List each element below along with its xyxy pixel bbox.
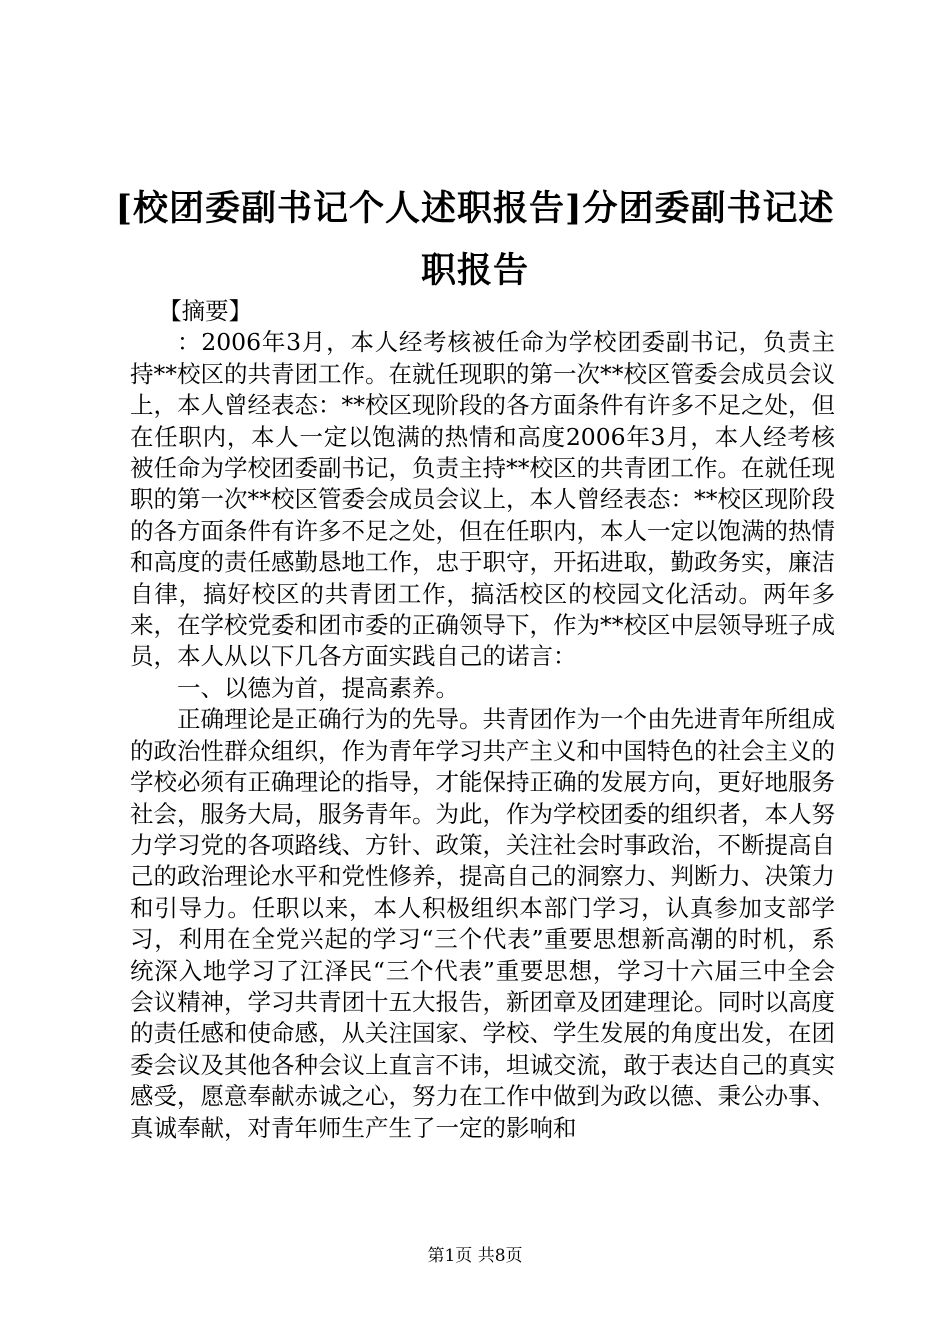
abstract-label: 【摘要】 [158, 297, 253, 325]
section-heading: 一、以德为首，提高素养。 [177, 673, 459, 702]
document-title: [校团委副书记个人述职报告]分团委副书记述职报告 [115, 188, 835, 291]
paragraph-abstract: ：2006年3月，本人经考核被任命为学校团委副书记，负责主持**校区的共青团工作。在就任现职的第一次**校区管委会成员会议上，本人曾经表态：**校区现阶段的各方面条件有许多不足之处，但在任职内，本人一定以饱满的热情和高度2006年3月，本人经考核被任命为学校团委副书记，负责主持**校区的共青团工作。在就任现职的第一次**校区管委会成员会议上，本人曾经表态：**校区现阶段的各方面条件有许多不足之处，但在任职内，本人一定以饱满的热情和高度的责任感勤恳地工作，忠于职守，开拓进取，勤政务实，廉洁自律，搞好校区的共青团工作，搞活校区的校园文化活动。两年多来，在学校党委和团市委的正确领导下，作为**校区中层领导班子成员，本人从以下几各方面实践自己的诺言： [130, 328, 835, 671]
document-body [130, 296, 835, 1144]
paragraph-body: 正确理论是正确行为的先导。共青团作为一个由先进青年所组成的政治性群众组织，作为青年学习共产主义和中国特色的社会主义的学校必须有正确理论的指导，才能保持正确的发展方向，更好地服务社会，服务大局，服务青年。为此，作为学校团委的组织者，本人努力学习党的各项路线、方针、政策，关注社会时事政治，不断提高自己的政治理论水平和党性修养，提高自己的洞察力、判断力、决策力和引导力。任职以来，本人积极组织本部门学习，认真参加支部学习，利用在全党兴起的学习“三个代表”重要思想新高潮的时机，系统深入地学习了江泽民“三个代表”重要思想，学习十六届三中全会会议精神，学习共青团十五大报告，新团章及团建理论。同时以高度的责任感和使命感，从关注国家、学校、学生发展的角度出发，在团委会议及其他各种会议上直言不讳，坦诚交流，敢于表达自己的真实感受，愿意奉献赤诚之心，努力在工作中做到为政以德、秉公办事、真诚奉献，对青年师生产生了一定的影响和 [130, 705, 835, 1142]
page-footer: 第1页 共8页 [427, 1246, 523, 1266]
